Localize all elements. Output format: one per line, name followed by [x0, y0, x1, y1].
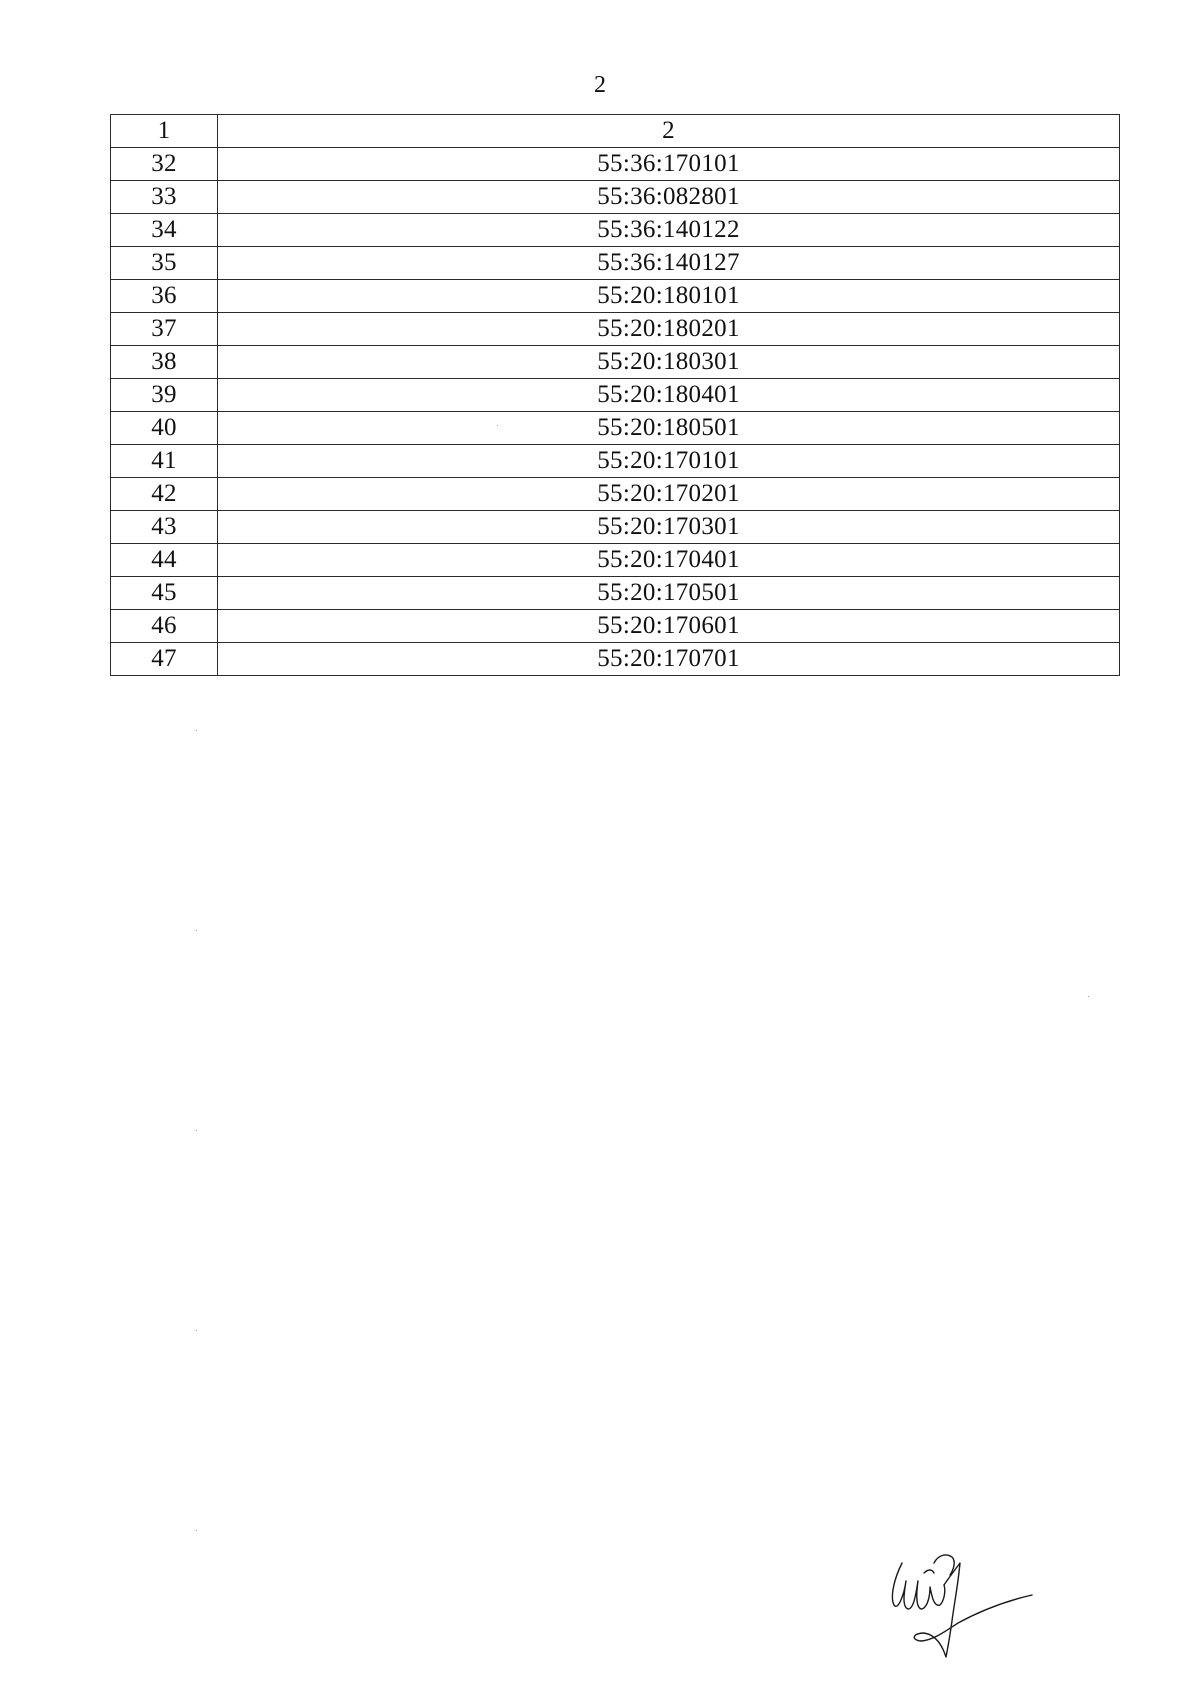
cadastral-code-cell: 55:20:180201 — [218, 313, 1120, 346]
table-row — [111, 478, 1120, 511]
scan-speck — [196, 1530, 197, 1531]
table-row — [111, 313, 1120, 346]
row-number-cell: 47 — [111, 643, 218, 676]
scan-speck — [196, 1130, 197, 1131]
row-number-cell: 36 — [111, 280, 218, 313]
cadastral-code-cell: 55:20:180101 — [218, 280, 1120, 313]
table-row — [111, 346, 1120, 379]
row-number-cell: 34 — [111, 214, 218, 247]
row-number-cell: 43 — [111, 511, 218, 544]
table-row — [111, 610, 1120, 643]
table-row — [111, 181, 1120, 214]
table-row — [111, 214, 1120, 247]
cadastral-code-cell: 55:20:170301 — [218, 511, 1120, 544]
row-number-cell: 32 — [111, 148, 218, 181]
header-cell-code: 2 — [218, 115, 1120, 148]
table-row — [111, 445, 1120, 478]
cadastral-code-cell: 55:20:180301 — [218, 346, 1120, 379]
cadastral-code-cell: 55:20:170601 — [218, 610, 1120, 643]
signature — [880, 1535, 1040, 1665]
table-row — [111, 544, 1120, 577]
scan-speck — [196, 930, 197, 931]
cadastral-code-cell: 55:36:170101 — [218, 148, 1120, 181]
scan-speck — [196, 730, 197, 731]
cadastral-code-cell: 55:20:170101 — [218, 445, 1120, 478]
table-row — [111, 148, 1120, 181]
table-row — [111, 280, 1120, 313]
table-header-row — [111, 115, 1120, 148]
table-row — [111, 577, 1120, 610]
scan-speck — [196, 1330, 197, 1331]
cadastral-code-cell: 55:36:140127 — [218, 247, 1120, 280]
row-number-cell: 40 — [111, 412, 218, 445]
table-body — [111, 115, 1120, 676]
cadastral-code-cell: 55:20:170501 — [218, 577, 1120, 610]
table-row — [111, 412, 1120, 445]
cadastral-code-cell: 55:20:180401 — [218, 379, 1120, 412]
row-number-cell: 41 — [111, 445, 218, 478]
row-number-cell: 39 — [111, 379, 218, 412]
scan-speck — [1088, 996, 1089, 997]
cadastral-code-cell: 55:20:170201 — [218, 478, 1120, 511]
cadastral-code-cell: 55:36:140122 — [218, 214, 1120, 247]
cadastral-code-cell: 55:20:180501 — [218, 412, 1120, 445]
table-row — [111, 247, 1120, 280]
page-number: 2 — [594, 72, 606, 98]
header-cell-number: 1 — [111, 115, 218, 148]
row-number-cell: 45 — [111, 577, 218, 610]
row-number-cell: 33 — [111, 181, 218, 214]
row-number-cell: 44 — [111, 544, 218, 577]
table-row — [111, 643, 1120, 676]
cadastral-code-cell: 55:20:170701 — [218, 643, 1120, 676]
scan-speck — [497, 425, 498, 426]
row-number-cell: 46 — [111, 610, 218, 643]
cadastral-code-cell: 55:36:082801 — [218, 181, 1120, 214]
cadastral-table — [110, 114, 1120, 676]
row-number-cell: 35 — [111, 247, 218, 280]
row-number-cell: 37 — [111, 313, 218, 346]
table-row — [111, 379, 1120, 412]
row-number-cell: 38 — [111, 346, 218, 379]
cadastral-code-cell: 55:20:170401 — [218, 544, 1120, 577]
row-number-cell: 42 — [111, 478, 218, 511]
table-row — [111, 511, 1120, 544]
